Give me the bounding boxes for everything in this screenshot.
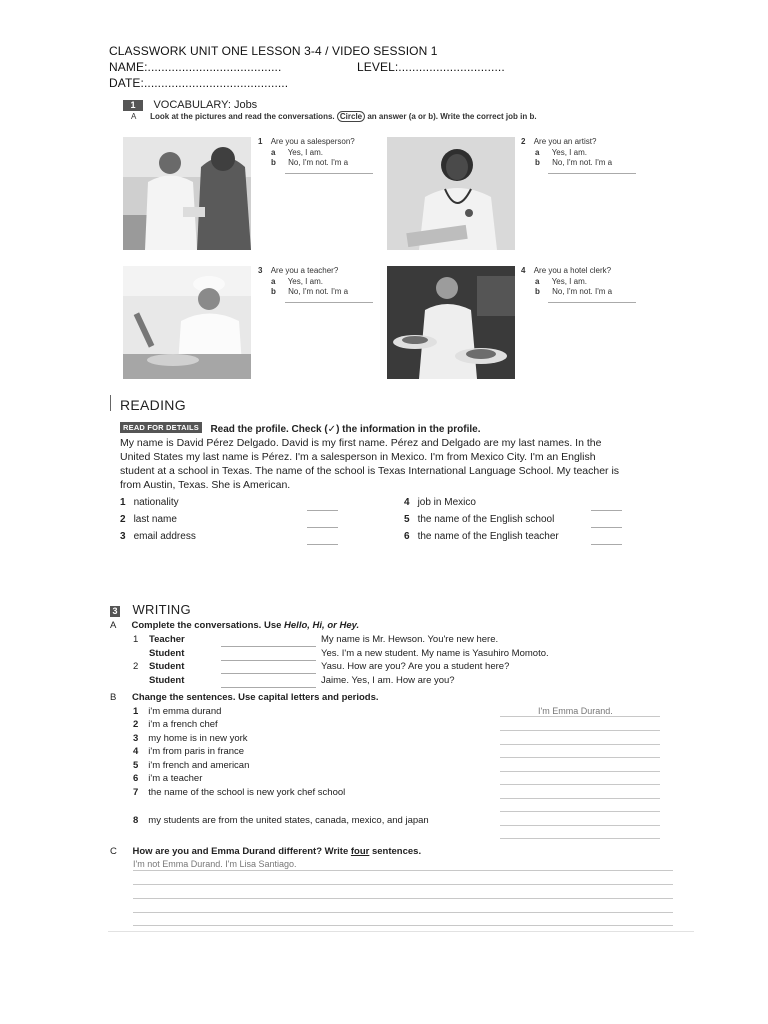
question-number: 2 [521, 137, 526, 146]
conversation-line-2 [133, 661, 138, 672]
salesperson-photo [123, 137, 251, 250]
answer-line-3[interactable] [285, 301, 373, 303]
check-box-4[interactable] [591, 509, 622, 511]
item-number: 5 [404, 514, 410, 525]
chef-photo [123, 266, 251, 379]
instruction-text: How are you and Emma Durand different? Write [132, 846, 351, 857]
answer-line[interactable] [500, 838, 660, 839]
check-item-6 [404, 531, 559, 542]
answer-line-4[interactable] [548, 301, 636, 303]
option-a-2[interactable] [535, 148, 587, 157]
instruction-text-end: sentences. [369, 846, 422, 857]
answer-line[interactable] [500, 784, 660, 785]
option-b-3[interactable] [271, 287, 348, 296]
instruction-letter: A [131, 112, 136, 121]
option-text: Yes, I am. [551, 277, 587, 286]
sentence-1 [133, 706, 221, 717]
option-text: No, I'm not. I'm a [288, 158, 349, 167]
reading-instruction-text: Read the profile. Check (✓) the information in the profile. [210, 424, 481, 435]
question-number: 3 [258, 266, 263, 275]
instruction-text: Complete the conversations. Use [131, 620, 285, 631]
question-1 [258, 137, 355, 146]
speaker-label: Student [149, 661, 185, 672]
writing-line[interactable] [133, 898, 673, 899]
question-text: Are you a teacher? [270, 266, 339, 275]
item-text: the name of the English school [417, 514, 555, 525]
check-item-2 [120, 514, 177, 525]
option-a-4[interactable] [535, 277, 587, 286]
greeting-blank-1[interactable] [221, 645, 316, 647]
instruction-words: Hello, Hi, or Hey. [284, 620, 360, 631]
instruction-text: Look at the pictures and read the conversations. [150, 112, 335, 121]
check-box-2[interactable] [307, 526, 338, 528]
instruction-letter: C [110, 846, 117, 857]
writing-b-instruction [110, 692, 379, 703]
sentence-text: my students are from the united states, canada, mexico, and japan [148, 815, 429, 826]
sentence-number: 3 [133, 733, 139, 744]
sentence-text: i'm a french chef [148, 719, 218, 730]
check-item-4 [404, 497, 476, 508]
doctor-photo [387, 137, 515, 250]
option-letter: a [535, 148, 540, 157]
item-number: 3 [120, 531, 126, 542]
check-item-1 [120, 497, 179, 508]
check-item-5 [404, 514, 554, 525]
vocabulary-heading [123, 95, 257, 113]
option-letter: b [271, 158, 276, 167]
sentence-number: 4 [133, 746, 139, 757]
question-text: Are you a hotel clerk? [533, 266, 612, 275]
read-for-details-badge: READ FOR DETAILS [120, 422, 202, 433]
sentence-text: the name of the school is new york chef school [148, 787, 346, 798]
profile-paragraph [120, 436, 640, 492]
instruction-text: Change the sentences. Use capital letters and periods. [131, 692, 379, 703]
vocab-instruction [131, 112, 537, 121]
option-text: No, I'm not. I'm a [552, 158, 613, 167]
item-text: last name [133, 514, 177, 525]
conversation-text: Jaime. Yes, I am. How are you? [321, 675, 455, 686]
item-text: nationality [133, 497, 179, 508]
conversation-number: 1 [133, 634, 139, 645]
item-text: the name of the English teacher [417, 531, 559, 542]
question-3 [258, 266, 338, 275]
instruction-text-2: an answer (a or b). Write the correct job in b. [367, 112, 537, 121]
greeting-blank-2[interactable] [221, 659, 316, 661]
sentence-4 [133, 746, 244, 757]
sentence-text: i'm french and american [148, 760, 250, 771]
writing-line[interactable] [133, 884, 673, 885]
instruction-letter: A [110, 620, 116, 631]
sentence-text: my home is in new york [148, 733, 248, 744]
answer-line[interactable] [500, 730, 660, 731]
level-field[interactable]: LEVEL:............................... [357, 60, 505, 74]
check-box-3[interactable] [307, 543, 338, 545]
paragraph-line: student at a school in Texas. The name of the school is Texas International Language School. My teacher is [120, 465, 620, 477]
option-text: Yes, I am. [287, 148, 323, 157]
section-number: 1 [123, 100, 143, 111]
writing-c-instruction [110, 846, 421, 857]
item-text: email address [133, 531, 196, 542]
reading-instruction [120, 419, 481, 437]
waiter-photo [387, 266, 515, 379]
option-text: No, I'm not. I'm a [288, 287, 349, 296]
item-number: 2 [120, 514, 126, 525]
worksheet-title: CLASSWORK UNIT ONE LESSON 3-4 / VIDEO SESSION 1 [109, 44, 438, 58]
question-2 [521, 137, 596, 146]
paragraph-line: United States my last name is Pérez. I'm a salesperson in Mexico. I'm from Mexico City. I'm an English [120, 451, 596, 463]
option-b-1[interactable] [271, 158, 348, 167]
sentence-text: i'm emma durand [148, 706, 222, 717]
check-box-1[interactable] [307, 509, 338, 511]
answer-line[interactable] [500, 825, 660, 826]
option-letter: a [271, 277, 276, 286]
circle-word: Circle [337, 111, 365, 122]
answer-line-2[interactable] [548, 172, 636, 174]
greeting-blank-4[interactable] [221, 686, 316, 688]
speaker-label: Teacher [149, 634, 185, 645]
item-number: 1 [120, 497, 126, 508]
answer-line[interactable] [500, 744, 660, 745]
sentence-number: 8 [133, 815, 139, 826]
sentence-number: 6 [133, 773, 139, 784]
item-text: job in Mexico [417, 497, 476, 508]
item-number: 6 [404, 531, 410, 542]
question-text: Are you a salesperson? [270, 137, 355, 146]
sentence-number: 7 [133, 787, 139, 798]
example-sentence: I'm not Emma Durand. I'm Lisa Santiago. [133, 859, 297, 869]
writing-line[interactable] [133, 912, 673, 913]
option-b-2[interactable] [535, 158, 612, 167]
question-number: 4 [521, 266, 526, 275]
instruction-emphasis: four [350, 846, 370, 857]
sentence-7 [133, 787, 345, 798]
sentence-5 [133, 760, 249, 771]
paragraph-line: from Austin, Texas. She is American. [120, 479, 291, 491]
check-box-5[interactable] [591, 526, 622, 528]
sentence-text: i'm a teacher [148, 773, 203, 784]
name-field[interactable]: NAME:....................................... [109, 60, 282, 74]
sentence-number: 5 [133, 760, 139, 771]
paragraph-line: My name is David Pérez Delgado. David is my first name. Pérez and Delgado are my last names. In the [120, 437, 602, 449]
greeting-blank-3[interactable] [221, 672, 316, 674]
question-number: 1 [258, 137, 263, 146]
date-field[interactable]: DATE:.......................................... [109, 76, 289, 90]
writing-line[interactable] [133, 925, 673, 926]
writing-line[interactable] [133, 870, 673, 871]
instruction-letter: B [110, 692, 117, 703]
option-a-3[interactable] [271, 277, 323, 286]
section-title: VOCABULARY: Jobs [153, 99, 258, 111]
sentence-text: i'm from paris in france [148, 746, 245, 757]
conversation-number: 2 [133, 661, 139, 672]
option-text: No, I'm not. I'm a [552, 287, 613, 296]
example-answer: I'm Emma Durand. [538, 706, 613, 716]
section-title: WRITING [132, 602, 191, 617]
sentence-8 [133, 815, 429, 826]
speaker-label: Student [149, 675, 185, 686]
sentence-number: 1 [133, 706, 139, 717]
conversation-text: Yasu. How are you? Are you a student here? [321, 661, 510, 672]
answer-line[interactable] [500, 757, 660, 758]
option-b-4[interactable] [535, 287, 612, 296]
option-letter: b [535, 287, 540, 296]
speaker-label: Student [149, 648, 185, 659]
option-letter: b [271, 287, 276, 296]
check-box-6[interactable] [591, 543, 622, 545]
option-text: Yes, I am. [551, 148, 587, 157]
reading-title: READING [120, 397, 186, 413]
answer-line-1[interactable] [285, 172, 373, 174]
sentence-2 [133, 719, 218, 730]
conversation-text: Yes. I'm a new student. My name is Yasuhiro Momoto. [321, 648, 549, 659]
sentence-number: 2 [133, 719, 139, 730]
item-number: 4 [404, 497, 410, 508]
option-letter: a [271, 148, 276, 157]
option-a-1[interactable] [271, 148, 323, 157]
option-letter: b [535, 158, 540, 167]
answer-line[interactable] [500, 716, 660, 717]
reading-divider [110, 395, 111, 411]
option-letter: a [535, 277, 540, 286]
sentence-3 [133, 733, 248, 744]
section-number: 3 [110, 606, 120, 617]
answer-line[interactable] [500, 811, 660, 812]
sentence-6 [133, 773, 202, 784]
option-text: Yes, I am. [287, 277, 323, 286]
conversation-line-1 [133, 634, 138, 645]
question-4 [521, 266, 611, 275]
writing-a-instruction [110, 620, 359, 631]
answer-line[interactable] [500, 798, 660, 799]
page-bottom-rule [108, 931, 694, 932]
question-text: Are you an artist? [533, 137, 597, 146]
answer-line[interactable] [500, 771, 660, 772]
writing-heading [110, 601, 191, 619]
check-item-3 [120, 531, 196, 542]
conversation-text: My name is Mr. Hewson. You're new here. [321, 634, 499, 645]
